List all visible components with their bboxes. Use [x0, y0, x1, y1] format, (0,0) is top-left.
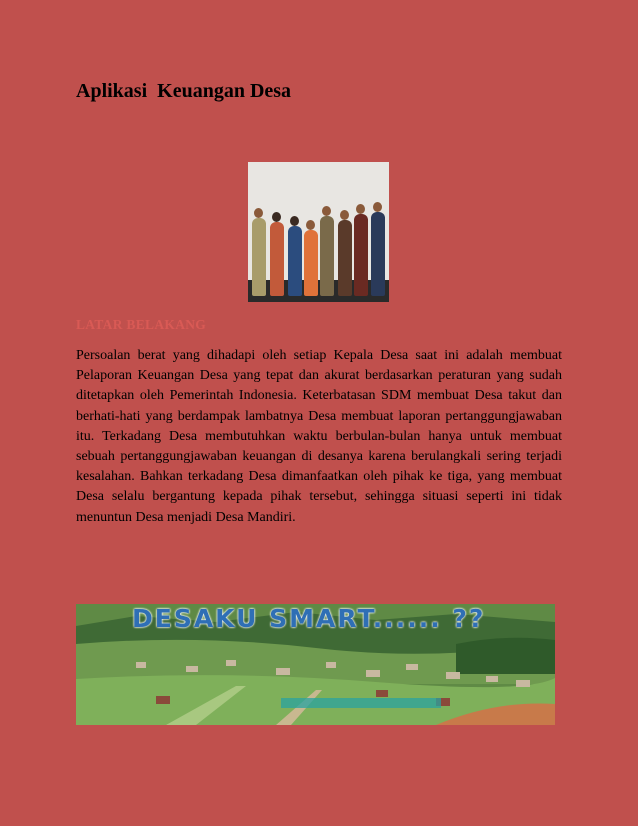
photo-person [252, 218, 266, 296]
photo-head [322, 206, 331, 216]
village-banner-image [76, 604, 555, 725]
photo-head [290, 216, 299, 226]
photo-head [356, 204, 365, 214]
section-heading: LATAR BELAKANG [76, 317, 207, 332]
photo-person [304, 230, 318, 296]
document-title: Aplikasi Keuangan Desa [76, 80, 292, 102]
photo-head [272, 212, 281, 222]
photo-person [371, 212, 385, 296]
photo-head [254, 208, 263, 218]
group-photo [248, 162, 389, 302]
photo-person [270, 222, 284, 296]
photo-head [340, 210, 349, 220]
photo-person [288, 226, 302, 296]
photo-head [306, 220, 315, 230]
photo-head [373, 202, 382, 212]
photo-person [354, 214, 368, 296]
body-paragraph: Persoalan berat yang dihadapi oleh setiap Kepala Desa saat ini adalah membuat Pelaporan Keuangan Desa yang tepat dan akurat berdasarkan peraturan yang sudah ditetapkan oleh Pemerintah Indonesia. Keterbatasan SDM membuat Desa takut dan berhati-hati yang berdampak lambatnya Desa membuat laporan pertanggungjawaban itu. Terkadang Desa membutuhkan waktu berbulan-bulan hanya untuk membuat sebuah pertanggungjawaban keuangan di desanya karena berulangkali sering terjadi kesalahan. Bahkan terkadang Desa dimanfaatkan oleh pihak ke tiga, yang membuat Desa selalu bergantung kepada pihak tersebut, sehingga situasi seperti ini tidak menuntun Desa menjadi Desa Mandiri. [76, 348, 562, 525]
photo-person [338, 220, 352, 296]
banner-title: DESAKU SMART...... ?? [132, 604, 486, 633]
photo-person [320, 216, 334, 296]
